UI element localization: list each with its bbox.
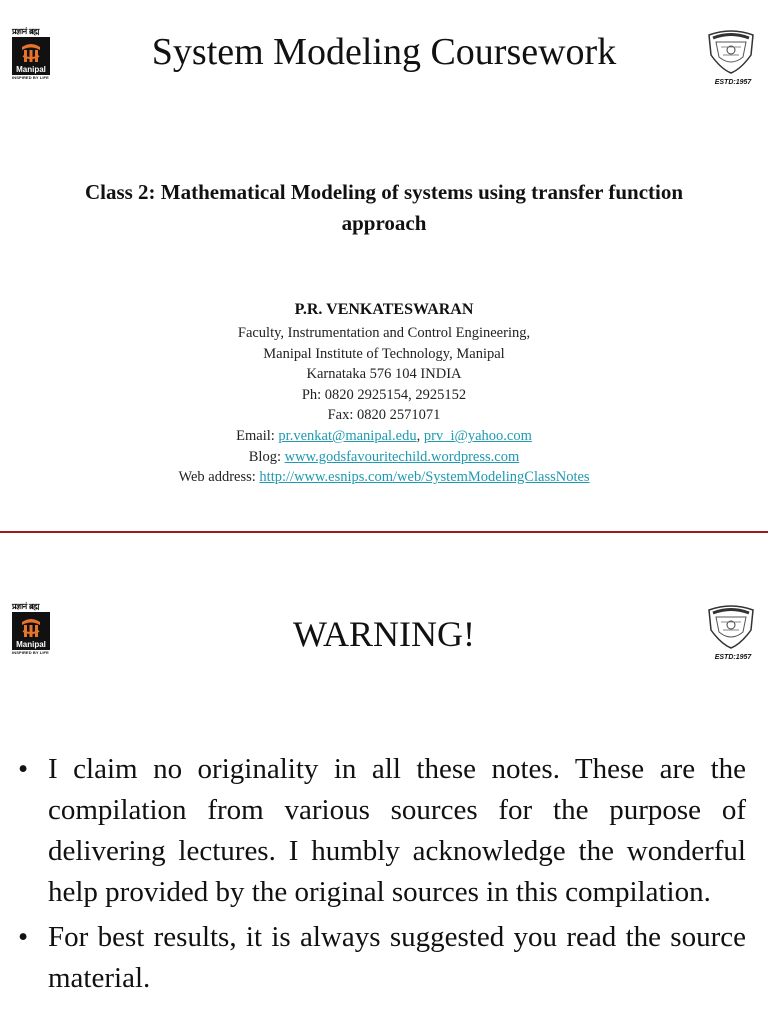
university-seal bbox=[703, 600, 763, 662]
address-line: Karnataka 576 104 INDIA bbox=[306, 366, 462, 383]
seal-icon bbox=[703, 600, 759, 650]
email-link-primary[interactable]: pr.venkat@manipal.edu bbox=[278, 427, 417, 444]
email-separator: , bbox=[416, 427, 424, 444]
warning-title: WARNING! bbox=[293, 614, 475, 654]
bullet-text: I claim no originality in all these notes. These are the compilation from various sources for the purpose of delivering lectures. I humbly acknowledge the wonderful help provided by the original sources in this compilation. bbox=[48, 753, 746, 908]
class-title: Class 2: Mathematical Modeling of systems using transfer function approach bbox=[84, 180, 684, 235]
bullet-item bbox=[18, 749, 746, 913]
affiliation-line: Faculty, Instrumentation and Control Engineering, bbox=[237, 325, 531, 341]
logo-sanskrit-text: प्रज्ञानं ब्रह्म bbox=[12, 27, 39, 36]
seal-icon bbox=[703, 25, 759, 75]
bullet-item bbox=[18, 917, 746, 999]
university-seal bbox=[703, 25, 763, 87]
institute-line: Manipal Institute of Technology, Manipal bbox=[263, 345, 505, 362]
logo-sanskrit-text: प्रज्ञानं ब्रह्म bbox=[12, 602, 39, 611]
bullet-icon: • bbox=[18, 921, 29, 953]
logo-brand-text: Manipal bbox=[16, 640, 46, 649]
logo-tagline: INSPIRED BY LIFE bbox=[12, 75, 49, 80]
logo-brand-text: Manipal bbox=[16, 65, 46, 74]
warning-bullet-list bbox=[18, 749, 746, 1003]
author-name: P.R. VENKATESWARAN bbox=[294, 301, 474, 318]
email-line bbox=[0, 426, 768, 447]
slide-divider bbox=[0, 531, 768, 533]
web-link[interactable]: http://www.esnips.com/web/SystemModelingClassNotes bbox=[259, 469, 590, 486]
email-label: Email: bbox=[236, 427, 279, 444]
fax-line: Fax: 0820 2571071 bbox=[327, 407, 441, 424]
bullet-text: For best results, it is always suggested you read the source material. bbox=[48, 921, 746, 994]
author-details bbox=[0, 323, 768, 488]
seal-established-text: ESTD:1957 bbox=[714, 79, 752, 86]
web-line bbox=[0, 467, 768, 488]
phone-line: Ph: 0820 2925154, 2925152 bbox=[301, 386, 467, 403]
blog-label: Blog: bbox=[248, 448, 285, 465]
web-label: Web address: bbox=[178, 469, 260, 486]
email-link-secondary[interactable]: prv_i@yahoo.com bbox=[423, 427, 532, 444]
warning-slide bbox=[0, 575, 768, 1024]
blog-line bbox=[0, 447, 768, 468]
blog-link[interactable]: www.godsfavouritechild.wordpress.com bbox=[284, 448, 520, 465]
seal-established-text: ESTD:1957 bbox=[714, 654, 752, 661]
page-title: System Modeling Coursework bbox=[151, 31, 617, 73]
logo-tagline: INSPIRED BY LIFE bbox=[12, 650, 49, 655]
bullet-icon: • bbox=[18, 753, 29, 785]
